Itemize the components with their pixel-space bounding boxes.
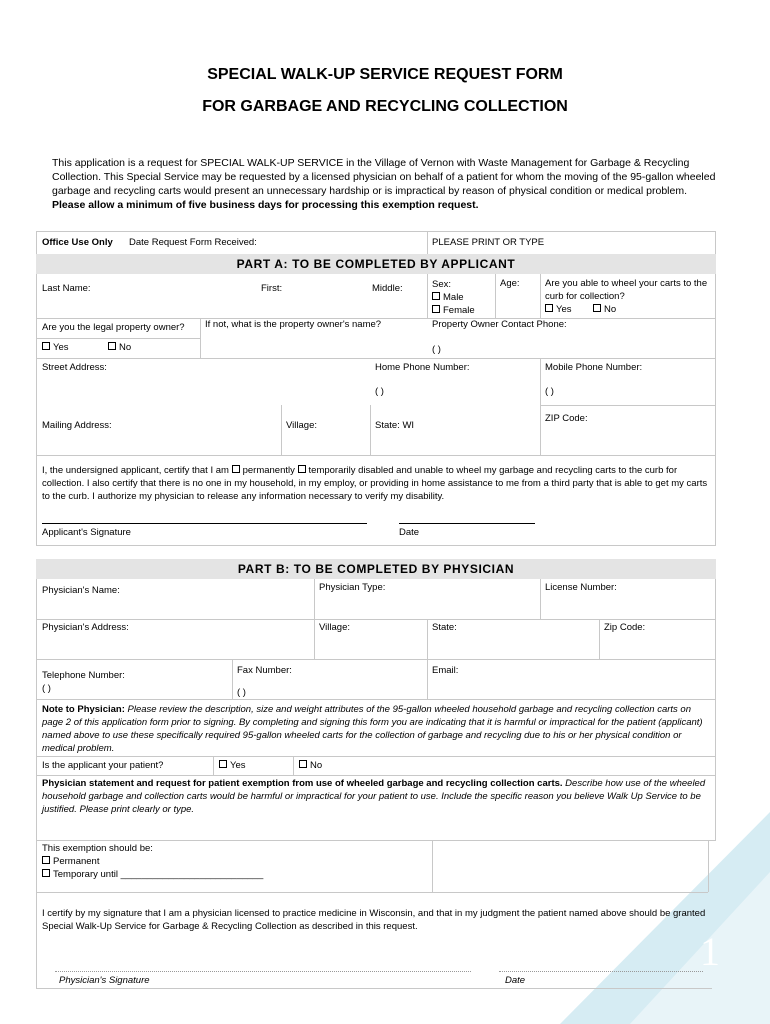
- mobile-phone-field[interactable]: Mobile Phone Number:: [545, 362, 643, 373]
- checkbox-icon: [432, 292, 440, 300]
- temporarily-checkbox-icon[interactable]: [298, 465, 306, 473]
- physician-village-field[interactable]: Village:: [319, 622, 350, 633]
- age-field[interactable]: Age:: [500, 278, 520, 289]
- wheel-carts-question: Are you able to wheel your carts to the curb for collection?: [545, 278, 708, 302]
- wheel-yes-checkbox[interactable]: Yes: [545, 304, 572, 316]
- temporary-checkbox[interactable]: Temporary until ___________________________: [42, 868, 263, 881]
- note-to-physician: Note to Physician: Please review the description, size and weight attributes of the 95-gallon wheeled household garbage and recycling collection carts on page 2 of this application form prior to signing. By completing and signing this form you are indicating that it is harmful or impractical for the patient (applicant) named above to use these specifically required 95-gallon wheeled carts for the collection of garbage and recycling due to his or her physical condition or medical problem.: [42, 704, 703, 754]
- physician-signature-line[interactable]: [55, 971, 471, 972]
- checkbox-icon: [432, 305, 440, 313]
- email-field[interactable]: Email:: [432, 665, 459, 676]
- physician-name-field[interactable]: Physician's Name:: [42, 585, 120, 596]
- checkbox-icon: [593, 304, 601, 312]
- owner-no-checkbox[interactable]: No: [108, 342, 131, 354]
- telephone-paren: ( ): [42, 683, 51, 694]
- permanent-checkbox[interactable]: Permanent: [42, 855, 263, 868]
- page-number: 1: [700, 929, 720, 974]
- sex-group: [432, 278, 475, 317]
- physician-date-line[interactable]: [499, 971, 703, 972]
- legal-owner-question: Are you the legal property owner?: [42, 322, 185, 333]
- exemption-label: This exemption should be:: [42, 843, 153, 854]
- patient-no-checkbox[interactable]: No: [299, 760, 322, 772]
- checkbox-icon: [42, 869, 50, 877]
- owner-name-field[interactable]: If not, what is the property owner's name?: [205, 319, 382, 330]
- physician-signature-label: Physician's Signature: [59, 975, 150, 986]
- exemption-group: [42, 842, 263, 881]
- checkbox-icon: [545, 304, 553, 312]
- owner-yes-checkbox[interactable]: Yes: [42, 342, 69, 354]
- is-patient-question: Is the applicant your patient?: [42, 760, 164, 771]
- date-received-label[interactable]: Date Request Form Received:: [129, 237, 257, 248]
- intro-text: This application is a request for SPECIAL WALK-UP SERVICE in the Village of Vernon with Waste Management for Garbage & Recycling Collection. This Special Service may be requested by a licensed physician on behalf of a patient for whom the moving of the 95-gallon wheeled garbage and recycling carts would present an unnecessary hardship or is impractical by reason of physical condition or medical problem.: [52, 157, 716, 197]
- intro-bold-text: Please allow a minimum of five business days for processing this exemption request.: [52, 199, 479, 211]
- applicant-date-label: Date: [399, 527, 420, 538]
- physician-state-field[interactable]: State:: [432, 622, 457, 633]
- print-type-label: PLEASE PRINT OR TYPE: [432, 237, 545, 248]
- middle-name-field[interactable]: Middle:: [372, 283, 403, 294]
- street-address-field[interactable]: Street Address:: [42, 362, 107, 373]
- checkbox-icon: [219, 760, 227, 768]
- patient-yes-checkbox[interactable]: Yes: [219, 760, 246, 772]
- village-field[interactable]: Village:: [286, 420, 317, 431]
- zip-code-field[interactable]: ZIP Code:: [545, 413, 588, 424]
- checkbox-icon: [108, 342, 116, 350]
- fax-field[interactable]: Fax Number:: [237, 665, 292, 676]
- last-name-field[interactable]: Last Name:: [42, 283, 91, 294]
- applicant-date-line[interactable]: [399, 523, 535, 524]
- physician-zip-field[interactable]: Zip Code:: [604, 622, 646, 633]
- telephone-field[interactable]: Telephone Number:: [42, 670, 125, 681]
- checkbox-icon: [299, 760, 307, 768]
- applicant-certification: I, the undersigned applicant, certify that I am permanently temporarily disabled and unable to wheel my garbage and recycling carts to the curb for collection. I also certify that there is no one in my household, in my employ, or providing in home assistance to me from a third party that is able to get my carts to the curb. I authorize my physician to release any information necessary to verify my disability.: [42, 465, 708, 502]
- home-phone-field[interactable]: Home Phone Number:: [375, 362, 470, 373]
- physician-address-field[interactable]: Physician's Address:: [42, 622, 129, 633]
- checkbox-icon: [42, 342, 50, 350]
- sex-male-checkbox[interactable]: Male: [432, 291, 475, 304]
- form-subtitle: FOR GARBAGE AND RECYCLING COLLECTION: [202, 98, 568, 115]
- applicant-signature-label: Applicant's Signature: [42, 527, 131, 538]
- home-phone-paren: ( ): [375, 386, 384, 397]
- owner-phone-paren: ( ): [432, 344, 441, 355]
- mobile-phone-paren: ( ): [545, 386, 554, 397]
- physician-date-label: Date: [505, 975, 526, 986]
- checkbox-icon: [232, 465, 240, 473]
- sex-label: Sex:: [432, 279, 452, 290]
- fax-paren: ( ): [237, 687, 246, 698]
- physician-certification: I certify by my signature that I am a physician licensed to practice medicine in Wisconsin, and that in my judgment the patient named above should be granted Special Walk-Up Service for Garbage & Recycling Collection as described in this request.: [42, 908, 706, 932]
- mailing-address-field[interactable]: Mailing Address:: [42, 420, 112, 431]
- wheel-no-checkbox[interactable]: No: [593, 304, 616, 316]
- office-use-label: Office Use Only: [42, 237, 113, 248]
- owner-phone-field[interactable]: Property Owner Contact Phone:: [432, 319, 567, 330]
- license-number-field[interactable]: License Number:: [545, 582, 617, 593]
- sex-female-checkbox[interactable]: Female: [432, 304, 475, 317]
- permanently-checkbox[interactable]: permanently: [232, 465, 295, 476]
- physician-type-field[interactable]: Physician Type:: [319, 582, 386, 593]
- state-field: State: WI: [375, 420, 415, 431]
- intro-paragraph: [52, 156, 720, 212]
- part-a-header: PART A: TO BE COMPLETED BY APPLICANT: [36, 254, 716, 274]
- applicant-signature-line[interactable]: [42, 523, 367, 524]
- checkbox-icon: [42, 856, 50, 864]
- note-label: Note to Physician:: [42, 704, 125, 715]
- physician-statement[interactable]: Physician statement and request for patient exemption from use of wheeled garbage and recycling collection carts. Describe how use of the wheeled household garbage and collection carts would be harmful or impractical for your patient to use. Include the specific reason you believe Walk Up Service to be justified. Please print clearly or type.: [42, 778, 706, 815]
- form-title: SPECIAL WALK-UP SERVICE REQUEST FORM: [207, 66, 563, 83]
- first-name-field[interactable]: First:: [261, 283, 283, 294]
- part-b-header: PART B: TO BE COMPLETED BY PHYSICIAN: [36, 559, 716, 579]
